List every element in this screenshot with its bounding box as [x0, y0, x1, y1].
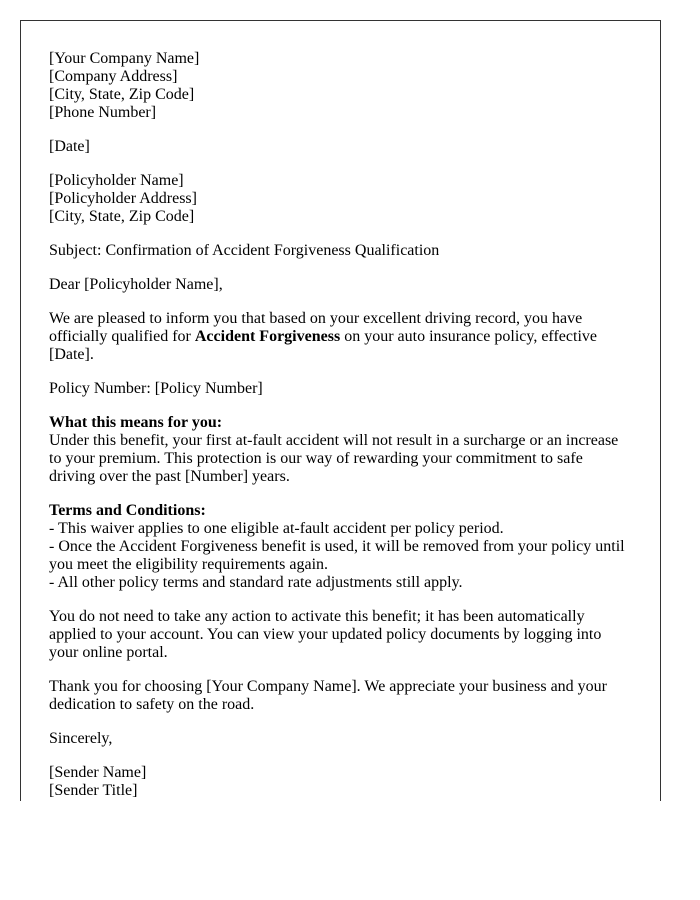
signature-title: [Sender Title]: [49, 782, 138, 799]
sender-address-block: [49, 50, 632, 122]
letter-date: [Date]: [49, 138, 90, 155]
action-paragraph: You do not need to take any action to activate this benefit; it has been automatically applied to your account. You can view your updated policy documents by logging into your online portal.: [49, 608, 602, 661]
signature-block: [49, 764, 632, 800]
recipient-city-state-zip: [City, State, Zip Code]: [49, 208, 195, 225]
sender-company-address: [Company Address]: [49, 68, 178, 85]
sender-company-name: [Your Company Name]: [49, 50, 200, 67]
recipient-address: [Policyholder Address]: [49, 190, 197, 207]
meaning-heading: What this means for you:: [49, 414, 223, 431]
terms-section: [49, 502, 632, 592]
closing: Sincerely,: [49, 730, 113, 747]
terms-item: - All other policy terms and standard rate adjustments still apply.: [49, 574, 463, 591]
subject-line: Subject: Confirmation of Accident Forgiveness Qualification: [49, 242, 440, 259]
signature-name: [Sender Name]: [49, 764, 147, 781]
intro-text-after: on your auto insurance policy, effective [Date].: [49, 328, 597, 363]
policy-number: Policy Number: [Policy Number]: [49, 380, 263, 397]
terms-item: - This waiver applies to one eligible at-fault accident per policy period.: [49, 520, 504, 537]
recipient-name: [Policyholder Name]: [49, 172, 184, 189]
intro-text-before: We are pleased to inform you that based on your excellent driving record, you have officially qualified for: [49, 310, 583, 345]
terms-heading: Terms and Conditions:: [49, 502, 206, 519]
intro-bold-benefit: Accident Forgiveness: [194, 328, 341, 345]
meaning-body: Under this benefit, your first at-fault accident will not result in a surcharge or an increase to your premium. This protection is our way of rewarding your commitment to safe driving over the past [Number] years.: [49, 432, 619, 485]
salutation: Dear [Policyholder Name],: [49, 276, 223, 293]
terms-item: - Once the Accident Forgiveness benefit is used, it will be removed from your policy until you meet the eligibility requirements again.: [49, 538, 625, 573]
letter-page: [20, 20, 661, 801]
sender-city-state-zip: [City, State, Zip Code]: [49, 86, 195, 103]
thanks-paragraph: Thank you for choosing [Your Company Name]. We appreciate your business and your dedication to safety on the road.: [49, 678, 608, 713]
recipient-address-block: [49, 172, 632, 226]
meaning-section: [49, 414, 632, 486]
intro-paragraph: [49, 310, 632, 364]
sender-phone: [Phone Number]: [49, 104, 157, 121]
